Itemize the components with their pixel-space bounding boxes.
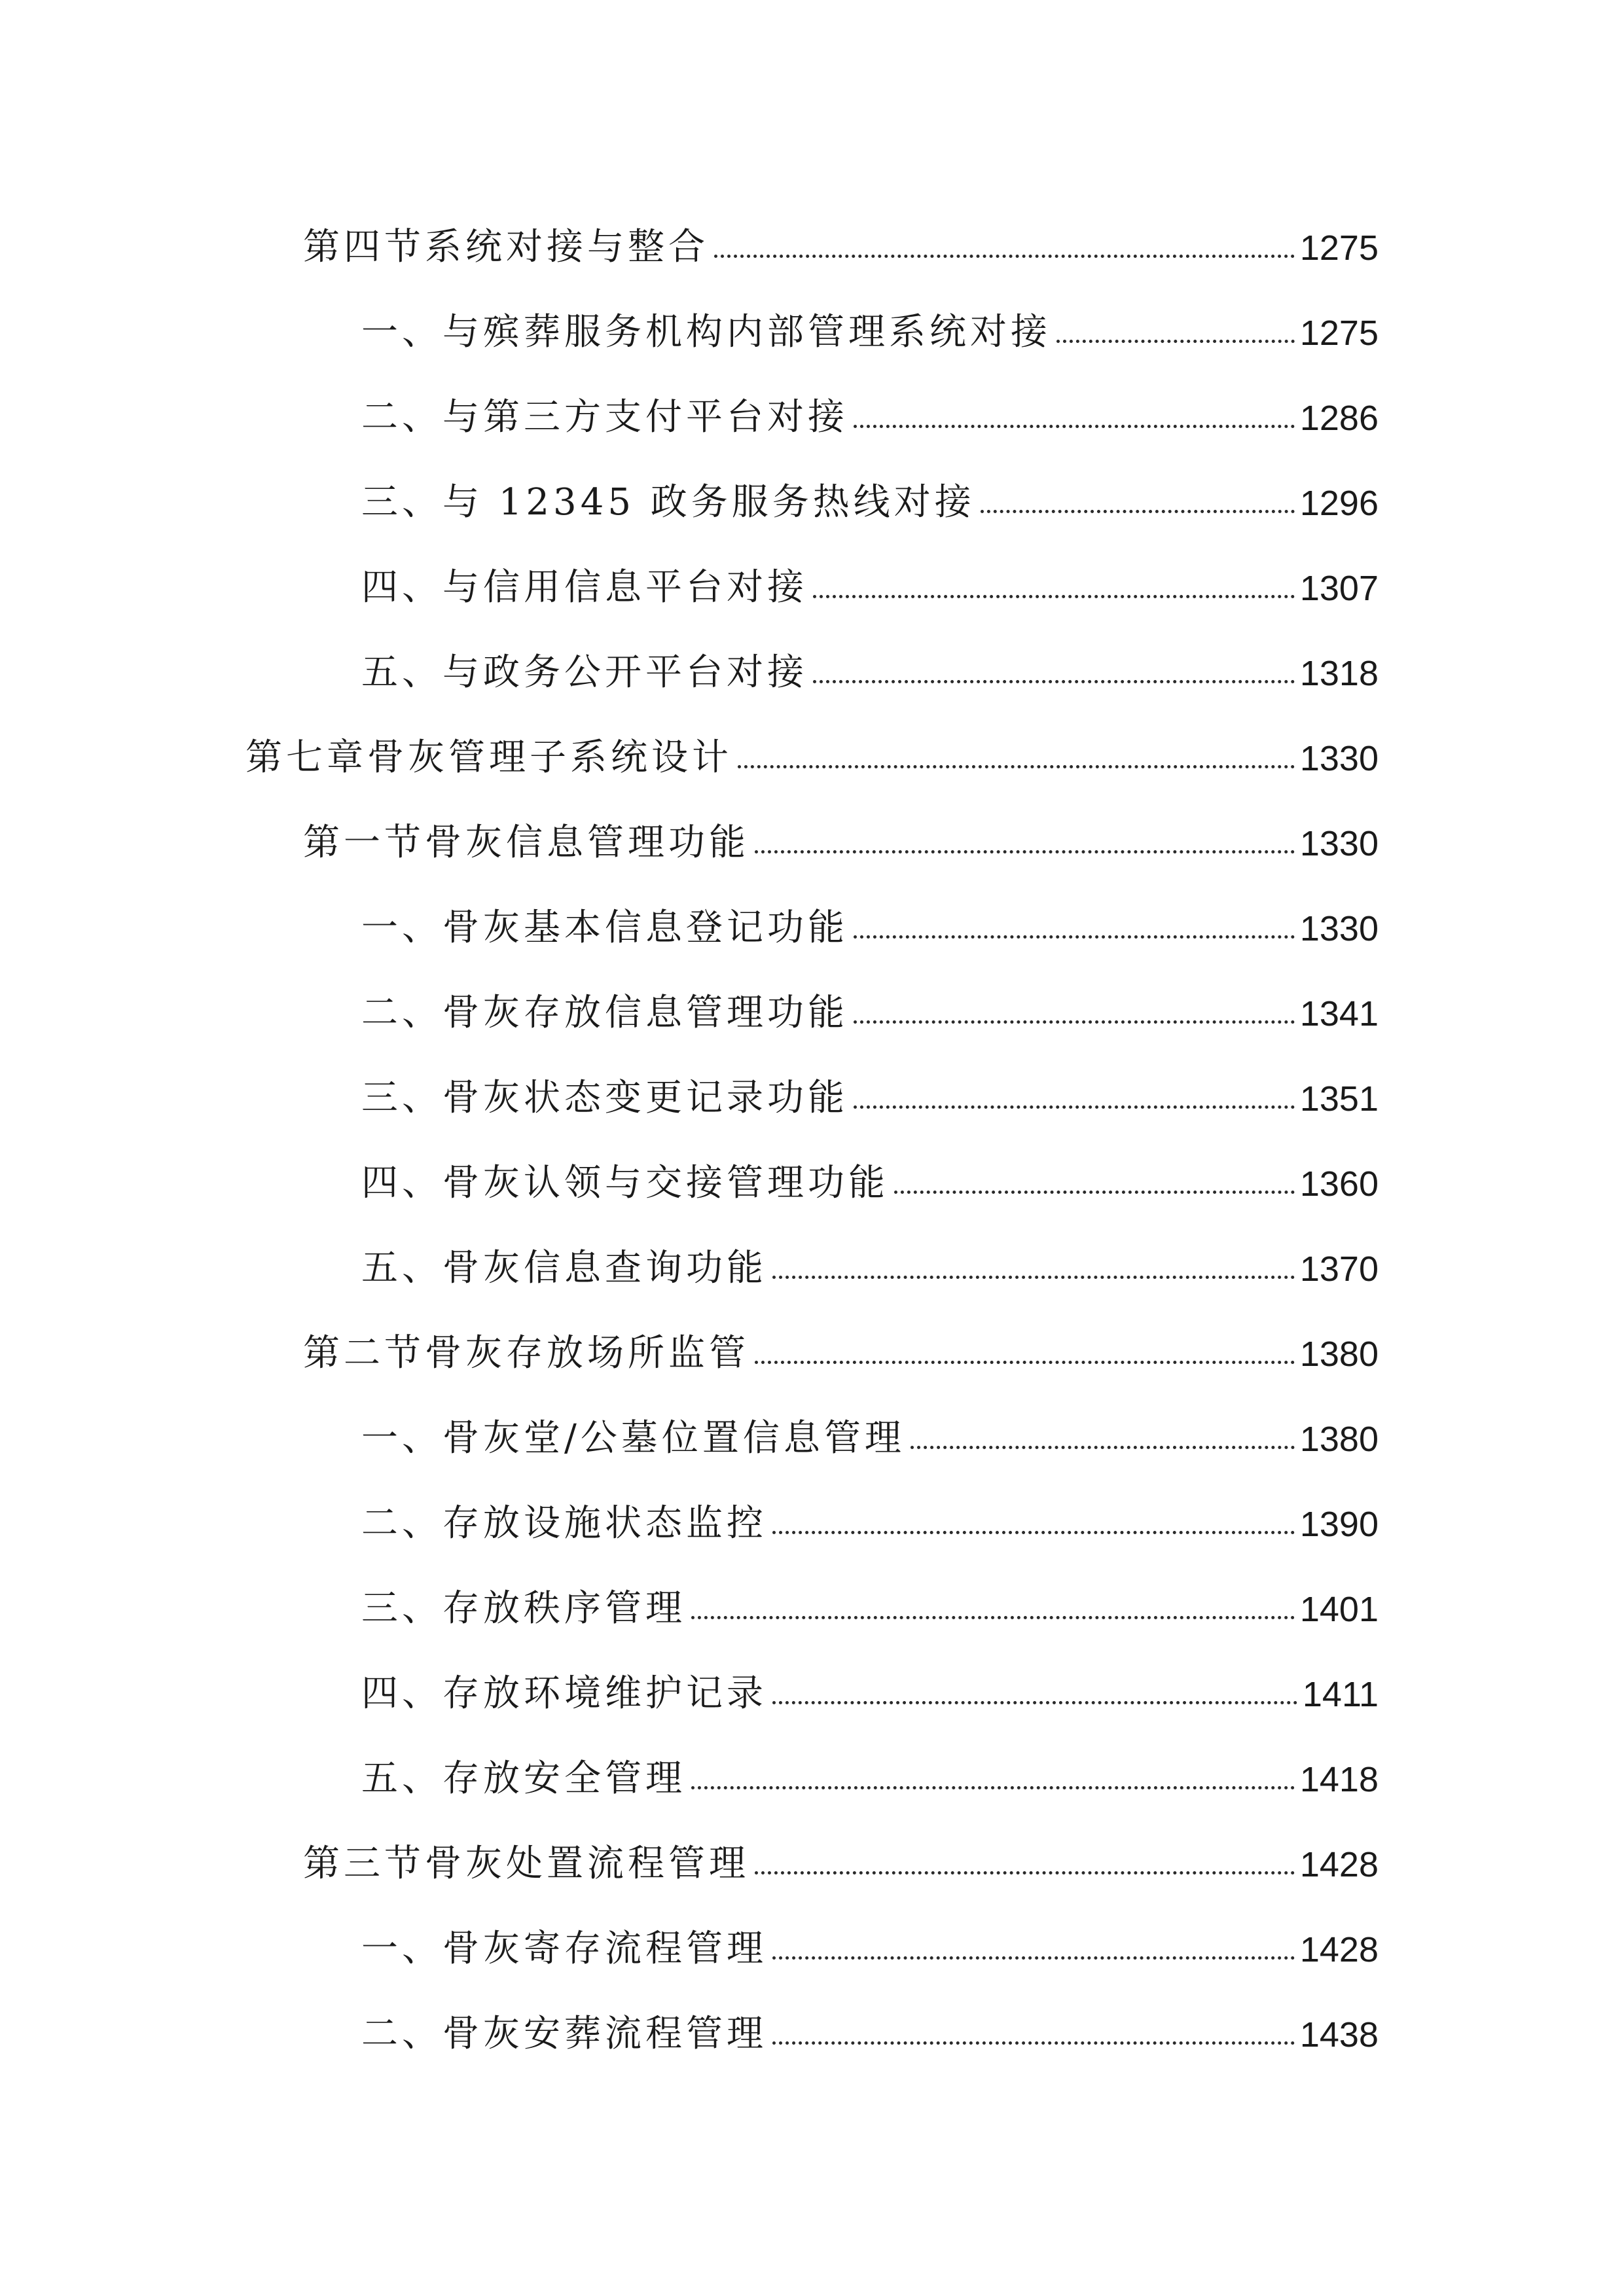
toc-entry-title: 一、与殡葬服务机构内部管理系统对接 (361, 311, 1051, 353)
dot-leader (813, 680, 1295, 683)
toc-entry[interactable] (361, 1224, 1379, 1287)
toc-entry[interactable] (303, 203, 1379, 266)
toc-entry-title: 三、骨灰状态变更记录功能 (361, 1077, 848, 1119)
toc-entry-title: 一、骨灰堂/公墓位置信息管理 (361, 1417, 905, 1460)
dot-leader (772, 1276, 1295, 1279)
dot-leader (755, 850, 1295, 853)
toc-entry-page: 1330 (1299, 739, 1379, 778)
toc-entry[interactable] (361, 1139, 1379, 1202)
toc-entry[interactable] (303, 1309, 1379, 1372)
dot-leader (854, 935, 1295, 939)
toc-entry[interactable] (361, 1054, 1379, 1117)
dot-leader (691, 1786, 1295, 1789)
toc-entry-page: 1380 (1299, 1420, 1379, 1459)
dot-leader (854, 1020, 1295, 1024)
toc-entry-title: 三、存放秩序管理 (361, 1587, 686, 1630)
toc-entry-title: 第二节骨灰存放场所监管 (303, 1332, 749, 1374)
toc-entry-title: 五、与政务公开平台对接 (361, 651, 808, 694)
toc-entry[interactable] (361, 1905, 1379, 1970)
toc-entry-title: 一、骨灰基本信息登记功能 (361, 906, 848, 949)
toc-entry-title: 第七章骨灰管理子系统设计 (245, 736, 732, 779)
dot-leader (755, 1871, 1295, 1874)
toc-entry[interactable] (245, 713, 1379, 779)
toc-entry-title: 五、存放安全管理 (361, 1757, 686, 1800)
dot-leader (854, 425, 1295, 428)
toc-entry-page: 1275 (1299, 228, 1379, 268)
toc-entry-page: 1401 (1299, 1590, 1379, 1629)
dot-leader (714, 255, 1295, 258)
toc-entry-page: 1330 (1299, 824, 1379, 863)
toc-entry-title: 四、与信用信息平台对接 (361, 566, 808, 609)
toc-entry-page: 1411 (1302, 1675, 1379, 1714)
toc-entry-title: 第四节系统对接与整合 (303, 226, 709, 268)
toc-entry-page: 1330 (1299, 909, 1379, 948)
toc-entry-page: 1438 (1299, 2015, 1379, 2054)
toc-entry-title: 四、骨灰认领与交接管理功能 (361, 1162, 889, 1204)
toc-entry[interactable] (361, 373, 1379, 439)
dot-leader (772, 2041, 1295, 2045)
dot-leader (981, 510, 1295, 513)
toc-entry-title: 一、骨灰寄存流程管理 (361, 1928, 767, 1970)
toc-entry[interactable] (361, 969, 1379, 1034)
toc-entry-title: 五、骨灰信息查询功能 (361, 1247, 767, 1289)
toc-entry-page: 1351 (1299, 1079, 1379, 1119)
toc-entry-title: 二、存放设施状态监控 (361, 1502, 767, 1545)
toc-entry-page: 1360 (1299, 1164, 1379, 1204)
toc-entry[interactable] (361, 458, 1379, 524)
toc-entry[interactable] (361, 1734, 1379, 1800)
toc-entry[interactable] (361, 1649, 1379, 1715)
dot-leader (691, 1616, 1295, 1619)
toc-entry[interactable] (361, 1990, 1379, 2053)
toc-entry[interactable] (361, 1394, 1379, 1460)
toc-entry-page: 1380 (1299, 1335, 1379, 1374)
toc-entry-title: 二、骨灰存放信息管理功能 (361, 992, 848, 1034)
dot-leader (772, 1701, 1297, 1704)
toc-entry-page: 1307 (1299, 569, 1379, 608)
toc-entry-page: 1390 (1299, 1505, 1379, 1544)
toc-entry-title: 三、与 12345 政务服务热线对接 (361, 481, 975, 524)
toc-entry[interactable] (361, 884, 1379, 949)
toc-entry[interactable] (303, 1820, 1379, 1885)
dot-leader (1056, 340, 1295, 343)
dot-leader (738, 765, 1295, 768)
toc-entry-page: 1428 (1299, 1845, 1379, 1884)
dot-leader (854, 1105, 1295, 1109)
toc-entry-page: 1286 (1299, 399, 1379, 438)
dot-leader (772, 1956, 1295, 1960)
toc-entry-page: 1418 (1299, 1760, 1379, 1799)
toc-entry[interactable] (361, 1564, 1379, 1630)
toc-entry-title: 第一节骨灰信息管理功能 (303, 821, 749, 864)
dot-leader (911, 1446, 1295, 1449)
dot-leader (755, 1361, 1295, 1364)
toc-entry[interactable] (361, 1479, 1379, 1545)
dot-leader (772, 1531, 1295, 1534)
dot-leader (813, 595, 1295, 598)
toc-entry[interactable] (361, 628, 1379, 694)
toc-entry-page: 1318 (1299, 654, 1379, 693)
toc-entry[interactable] (361, 543, 1379, 609)
toc-entry-title: 二、与第三方支付平台对接 (361, 396, 848, 439)
toc-entry-page: 1296 (1299, 484, 1379, 523)
dot-leader (894, 1191, 1295, 1194)
toc-entry-page: 1341 (1299, 994, 1379, 1033)
toc-entry[interactable] (303, 798, 1379, 864)
toc-entry-title: 二、骨灰安葬流程管理 (361, 2013, 767, 2055)
toc-entry-page: 1428 (1299, 1930, 1379, 1969)
toc-entry[interactable] (361, 288, 1379, 351)
toc-entry-title: 四、存放环境维护记录 (361, 1672, 767, 1715)
toc-entry-page: 1275 (1299, 314, 1379, 353)
toc-entry-page: 1370 (1299, 1249, 1379, 1289)
toc-entry-title: 第三节骨灰处置流程管理 (303, 1842, 749, 1885)
